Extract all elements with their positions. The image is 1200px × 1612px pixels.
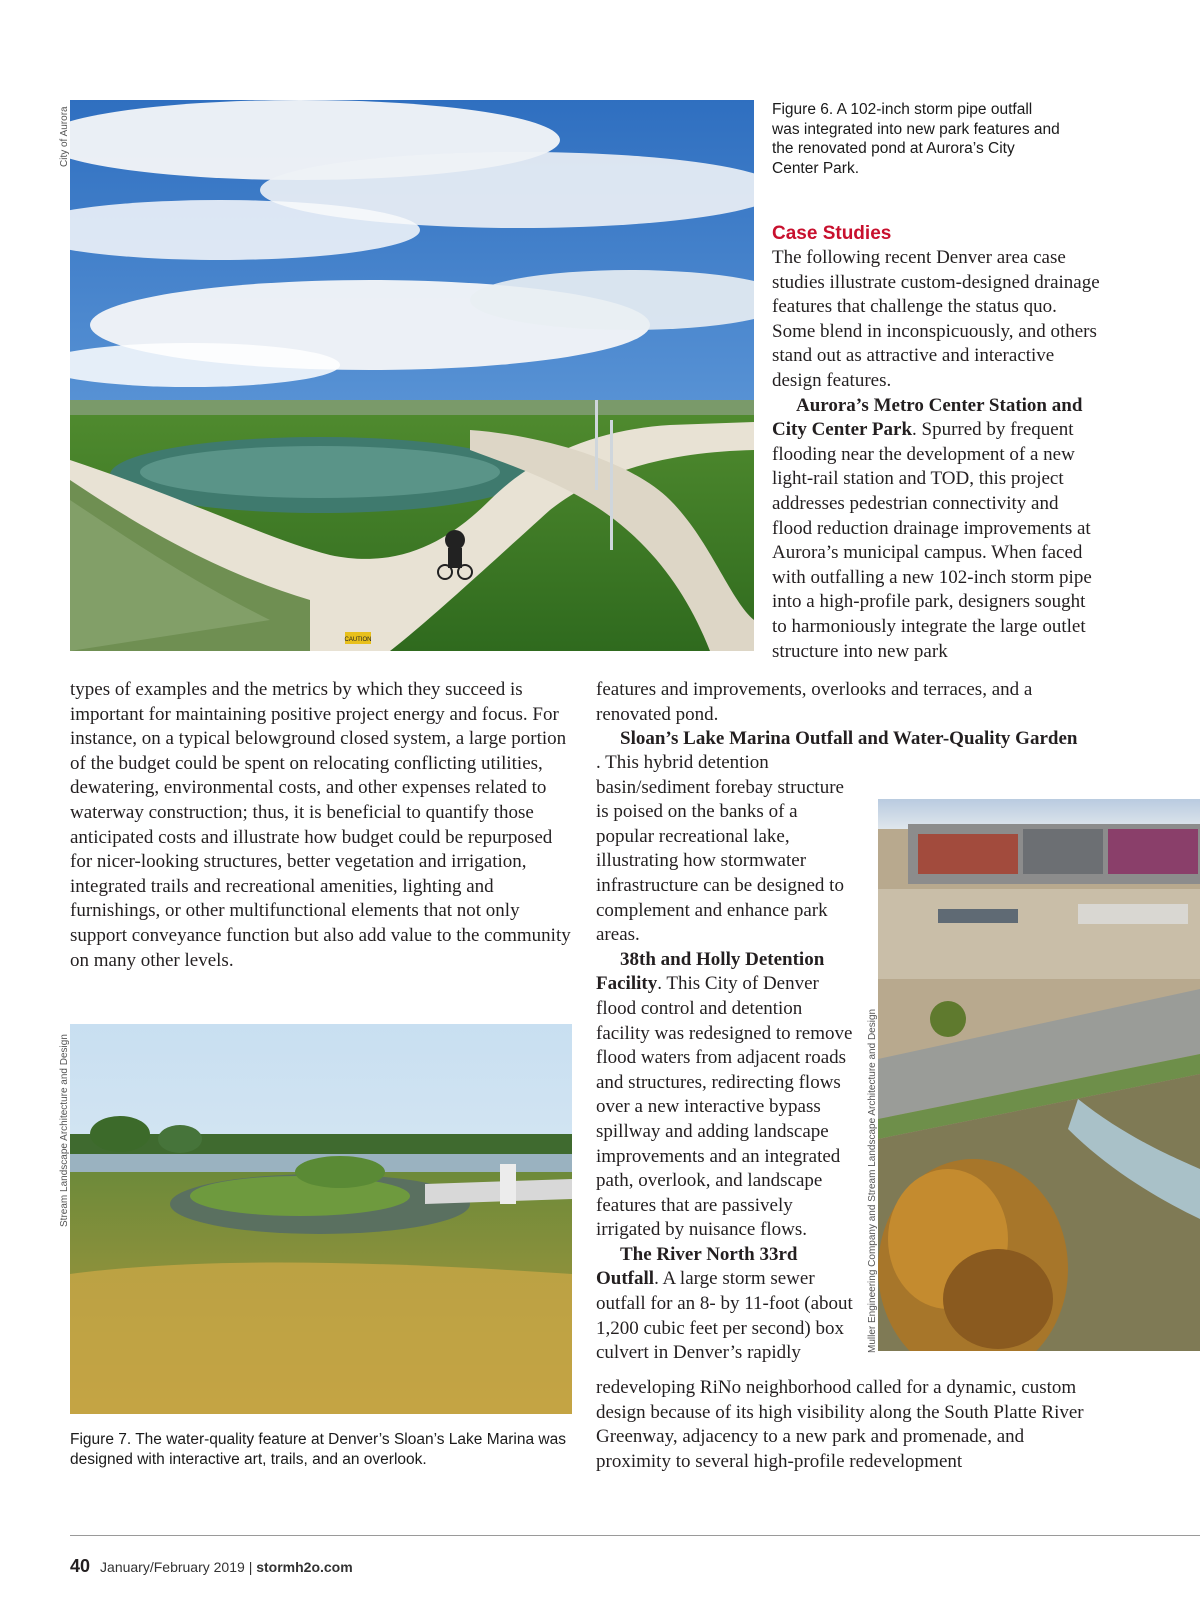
issue-date: January/February 2019 bbox=[100, 1559, 245, 1575]
case-studies-intro: The following recent Denver area case studies illustrate custom-designed drainage features that challenge the status quo. Some blend in inconspicuously, and others stand out as attractive and interactive design features. bbox=[772, 247, 1100, 391]
aurora-paragraph bbox=[772, 394, 1102, 665]
footer bbox=[70, 1556, 353, 1577]
site-link[interactable]: stormh2o.com bbox=[256, 1559, 353, 1575]
river-continued-block bbox=[596, 1376, 1086, 1474]
case-studies-lower bbox=[596, 678, 1086, 752]
page-number: 40 bbox=[70, 1556, 91, 1576]
figure-7-photo bbox=[70, 1024, 572, 1414]
sloan-paragraph-intro bbox=[596, 727, 1086, 752]
footer-separator: | bbox=[248, 1559, 253, 1575]
river-continued: redeveloping RiNo neighborhood called for a dynamic, custom design because of its high visibility along the South Platte River Greenway, adjacency to a new park and promenade, and proximity to several high-profile redevelopment bbox=[596, 1377, 1084, 1472]
aurora-continued: features and improvements, overlooks and terraces, and a renovated pond. bbox=[596, 679, 1033, 725]
narrow-column bbox=[596, 751, 860, 1366]
holly-text: . This City of Denver flood control and detention facility was redesigned to remove flood waters from adjacent roads and structures, redirecting flows over a new interactive bypass spillway and adding landscape improvements and an integrated path, overlook, and landscape features that are passively irrigated by nuisance flows. bbox=[596, 973, 853, 1241]
sloan-title: Sloan’s Lake Marina Outfall and Water-Quality Garden bbox=[620, 728, 1078, 750]
holly-paragraph bbox=[596, 948, 860, 1243]
river-title: The River North 33rd Outfall bbox=[596, 1243, 798, 1290]
caution-sign-text: CAUTION bbox=[344, 637, 372, 643]
left-column-paragraph: types of examples and the metrics by which they succeed is important for maintaining positive project energy and focus. For instance, on a typical belowground closed system, a large portion of the budget could be spent on relocating conflicting utilities, dewatering, environmental costs, and other expenses related to waterway construction; thus, it is beneficial to quantify those anticipated costs and illustrate how budget could be repurposed for nicer-looking structures, better vegetation and irrigation, integrated trails and recreational amenities, lighting and furnishings, or other multifunctional elements that not only support conveyance function but also add value to the community on many other levels. bbox=[70, 679, 571, 971]
figure-8-photo bbox=[878, 799, 1200, 1351]
case-studies-upper bbox=[772, 222, 1102, 664]
photo-credit-fig8: Muller Engineering Company and Stream Landscape Architecture and Design bbox=[867, 1008, 878, 1353]
footer-rule bbox=[70, 1535, 1200, 1536]
figure-7-caption: Figure 7. The water-quality feature at Denver’s Sloan’s Lake Marina was designed with interactive art, trails, and an overlook. bbox=[70, 1431, 566, 1468]
holly-title: 38th and Holly Detention Facility bbox=[596, 948, 825, 995]
aurora-text: . Spurred by frequent flooding near the development of a new light-rail station and TOD, this project addresses pedestrian connectivity and flood reduction drainage improvements at Aurora’s municipal campus. When faced with outfalling a new 102-inch storm pipe into a high-profile park, designers sought to harmoniously integrate the large outlet structure into new park bbox=[772, 419, 1092, 662]
case-studies-heading: Case Studies bbox=[772, 223, 892, 244]
photo-credit-fig6: City of Aurora bbox=[59, 106, 70, 167]
river-paragraph bbox=[596, 1243, 860, 1366]
photo-credit-fig7: Stream Landscape Architecture and Design bbox=[59, 1034, 70, 1227]
aurora-title: Aurora’s Metro Center Station and City Center Park bbox=[772, 394, 1083, 441]
sloan-text: . This hybrid detention basin/sediment forebay structure is poised on the banks of a popular recreational lake, illustrating how stormwater infrastructure can be designed to complement and enhance park areas. bbox=[596, 752, 844, 946]
river-text: . A large storm sewer outfall for an 8- by 11-foot (about 1,200 cubic feet per second) box culvert in Denver’s rapidly bbox=[596, 1268, 853, 1364]
figure-6-caption: Figure 6. A 102-inch storm pipe outfall was integrated into new park features and the renovated pond at Aurora’s City Center Park. bbox=[772, 101, 1060, 177]
left-column bbox=[70, 678, 574, 973]
figure-6-photo bbox=[70, 100, 754, 651]
